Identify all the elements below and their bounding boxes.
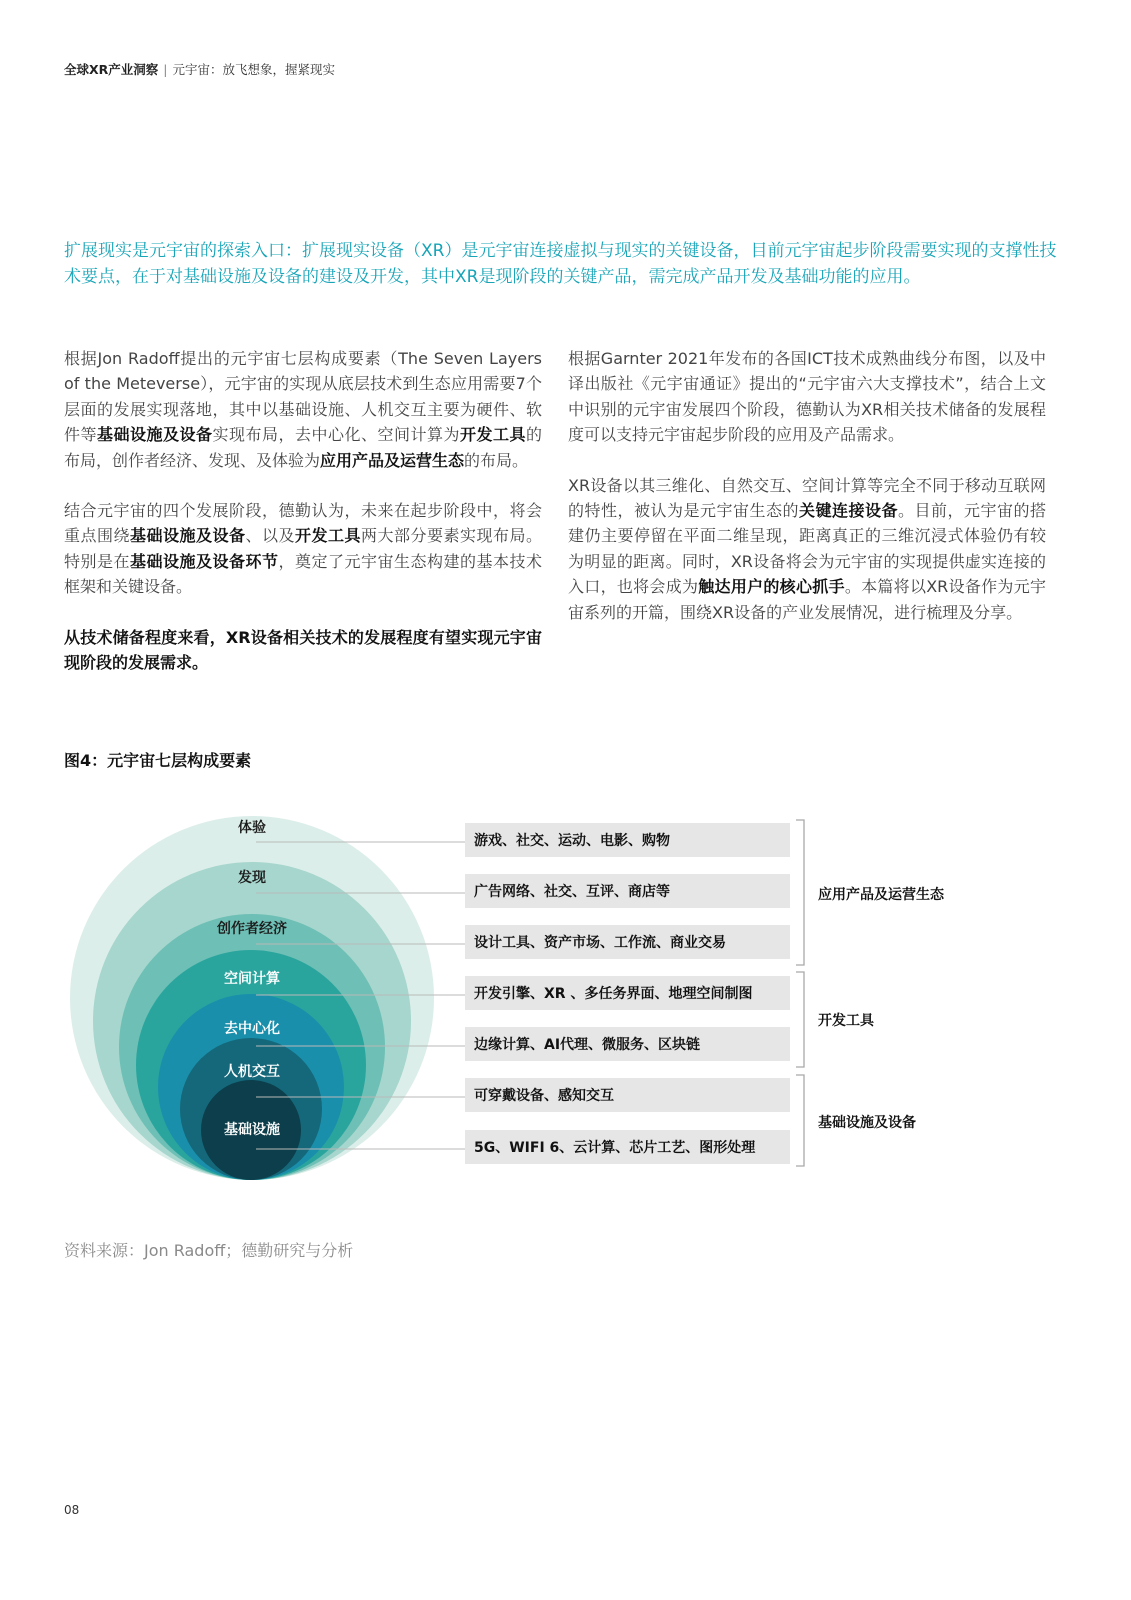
header-separator: |	[163, 62, 168, 77]
left-paragraph-3: 从技术储备程度来看，XR设备相关技术的发展程度有望实现元宇宙现阶段的发展需求。	[64, 627, 542, 673]
header-subtitle: 元宇宙：放飞想象，握紧现实	[172, 62, 335, 77]
layer-label-2: 发现	[238, 870, 266, 886]
layer-label-1: 体验	[238, 820, 266, 836]
item-text-2: 广告网络、社交、互评、商店等	[474, 884, 670, 900]
right-paragraph-2: XR设备以其三维化、自然交互、空间计算等完全不同于移动互联网的特性，被认为是元宇宙生态的关键连接设备。目前，元宇宙的搭建仍主要停留在平面二维呈现，距离真正的三维沉浸式体验仍有较为明显的距离。同时，XR设备将会为元宇宙的实现提供虚实连接的入口，也将会成为触达用户的核心抓手。本篇将以XR设备作为元宇宙系列的开篇，围绕XR设备的产业发展情况，进行梳理及分享。	[568, 475, 1046, 622]
group-label-3: 基础设施及设备	[818, 1115, 916, 1131]
item-text-6: 可穿戴设备、感知交互	[474, 1088, 614, 1104]
source-note: 资料来源：Jon Radoff；德勤研究与分析	[64, 1241, 354, 1260]
item-text-3: 设计工具、资产市场、工作流、商业交易	[474, 935, 726, 951]
layer-label-3: 创作者经济	[217, 921, 287, 937]
right-column	[568, 346, 1046, 650]
item-text-7: 5G、WIFI 6、云计算、芯片工艺、图形处理	[474, 1140, 756, 1156]
item-text-4: 开发引擎、XR 、多任务界面、地理空间制图	[474, 986, 753, 1002]
left-column	[64, 346, 542, 700]
seven-layers-diagram	[60, 800, 1020, 1190]
layer-label-4: 空间计算	[224, 971, 280, 987]
lead-paragraph: 扩展现实是元宇宙的探索入口：扩展现实设备（XR）是元宇宙连接虚拟与现实的关键设备，目前元宇宙起步阶段需要实现的支撑性技术要点，在于对基础设施及设备的建设及开发，其中XR是现阶段的关键产品，需完成产品开发及基础功能的应用。	[64, 241, 1057, 287]
group-bracket-3	[796, 1075, 804, 1166]
figure-title: 图4：元宇宙七层构成要素	[64, 751, 252, 770]
layer-label-5: 去中心化	[224, 1021, 280, 1037]
left-paragraph-1: 根据Jon Radoff提出的元宇宙七层构成要素（The Seven Layers of the Meteverse），元宇宙的实现从底层技术到生态应用需要7个层面的发展实现落地，其中以基础设施、人机交互主要为硬件、软件等基础设施及设备实现布局，去中心化、空间计算为开发工具的布局，创作者经济、发现、及体验为应用产品及运营生态的布局。	[64, 349, 542, 470]
right-paragraph-1: 根据Garnter 2021年发布的各国ICT技术成熟曲线分布图，以及中译出版社《元宇宙通证》提出的“元宇宙六大支撑技术”，结合上文中识别的元宇宙发展四个阶段，德勤认为XR相关技术储备的发展程度可以支持元宇宙起步阶段的应用及产品需求。	[568, 349, 1046, 445]
group-label-1: 应用产品及运营生态	[818, 887, 944, 903]
left-paragraph-2: 结合元宇宙的四个发展阶段，德勤认为，未来在起步阶段中，将会重点围绕基础设施及设备、以及开发工具两大部分要素实现布局。特别是在基础设施及设备环节，奠定了元宇宙生态构建的基本技术框架和关键设备。	[64, 501, 542, 597]
page-header	[64, 60, 335, 78]
item-text-5: 边缘计算、AI代理、微服务、区块链	[474, 1037, 701, 1053]
page-number: 08	[64, 1503, 80, 1517]
group-bracket-1	[796, 820, 804, 965]
layer-label-6: 人机交互	[224, 1064, 280, 1080]
layer-label-7: 基础设施	[224, 1122, 280, 1138]
group-bracket-2	[796, 972, 804, 1067]
header-brand: 全球XR产业洞察	[64, 62, 159, 77]
item-text-1: 游戏、社交、运动、电影、购物	[474, 833, 670, 849]
group-label-2: 开发工具	[818, 1013, 874, 1029]
